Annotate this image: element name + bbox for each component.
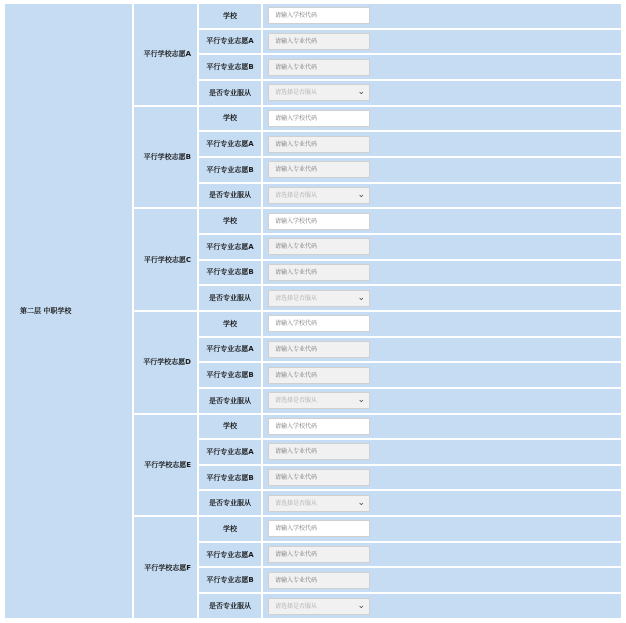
adjust-label: 是否专业服从 (199, 184, 261, 208)
school-input-c[interactable] (268, 213, 370, 230)
major-b-input-c[interactable] (268, 264, 370, 281)
school-input-a[interactable] (268, 7, 370, 24)
chevron-down-icon[interactable]: ⌄ (357, 292, 365, 303)
adjust-label: 是否专业服从 (199, 491, 261, 515)
major-b-label: 平行专业志愿B (199, 55, 261, 79)
major-b-label: 平行专业志愿B (199, 261, 261, 285)
adjust-select-c[interactable] (268, 290, 370, 307)
group-label-d: 平行学校志愿D (134, 312, 197, 413)
field-cell (263, 363, 621, 387)
field-cell (263, 132, 621, 156)
field-cell (263, 30, 621, 54)
field-cell (263, 466, 621, 490)
major-b-input-a[interactable] (268, 59, 370, 76)
school-label: 学校 (199, 4, 261, 28)
major-b-input-f[interactable] (268, 572, 370, 589)
field-cell (263, 286, 621, 310)
major-b-label: 平行专业志愿B (199, 363, 261, 387)
field-cell (263, 312, 621, 336)
major-b-input-d[interactable] (268, 367, 370, 384)
major-a-label: 平行专业志愿A (199, 132, 261, 156)
adjust-select-d[interactable] (268, 392, 370, 409)
field-cell (263, 209, 621, 233)
field-cell (263, 491, 621, 515)
adjust-label: 是否专业服从 (199, 594, 261, 618)
major-b-label: 平行专业志愿B (199, 568, 261, 592)
field-cell (263, 440, 621, 464)
chevron-down-icon[interactable]: ⌄ (357, 189, 365, 200)
major-a-label: 平行专业志愿A (199, 235, 261, 259)
group-label-c: 平行学校志愿C (134, 209, 197, 310)
select-placeholder: 请选择是否服从 (275, 89, 318, 97)
adjust-label: 是否专业服从 (199, 389, 261, 413)
field-cell (263, 389, 621, 413)
select-placeholder: 请选择是否服从 (275, 602, 318, 610)
field-cell (263, 415, 621, 439)
field-cell (263, 261, 621, 285)
chevron-down-icon[interactable]: ⌄ (357, 600, 365, 611)
major-a-input-d[interactable] (268, 341, 370, 358)
school-label: 学校 (199, 209, 261, 233)
form-row (5, 4, 621, 28)
major-a-input-c[interactable] (268, 238, 370, 255)
field-cell (263, 517, 621, 541)
major-b-input-b[interactable] (268, 161, 370, 178)
select-placeholder: 请选择是否服从 (275, 191, 318, 199)
school-label: 学校 (199, 415, 261, 439)
group-label-f: 平行学校志愿F (134, 517, 197, 618)
adjust-select-e[interactable] (268, 495, 370, 512)
field-cell (263, 158, 621, 182)
field-cell (263, 235, 621, 259)
field-cell (263, 4, 621, 28)
group-label-e: 平行学校志愿E (134, 415, 197, 516)
school-input-e[interactable] (268, 418, 370, 435)
school-input-f[interactable] (268, 520, 370, 537)
chevron-down-icon[interactable]: ⌄ (357, 497, 365, 508)
major-a-label: 平行专业志愿A (199, 338, 261, 362)
adjust-select-b[interactable] (268, 187, 370, 204)
adjust-select-a[interactable] (268, 84, 370, 101)
major-a-label: 平行专业志愿A (199, 543, 261, 567)
major-a-input-a[interactable] (268, 33, 370, 50)
select-placeholder: 请选择是否服从 (275, 397, 318, 405)
group-label-b: 平行学校志愿B (134, 107, 197, 208)
adjust-select-f[interactable] (268, 598, 370, 615)
field-cell (263, 184, 621, 208)
school-label: 学校 (199, 107, 261, 131)
field-cell (263, 543, 621, 567)
school-label: 学校 (199, 517, 261, 541)
major-a-label: 平行专业志愿A (199, 30, 261, 54)
volunteer-form-table (3, 2, 623, 620)
school-input-d[interactable] (268, 315, 370, 332)
major-b-label: 平行专业志愿B (199, 158, 261, 182)
field-cell (263, 338, 621, 362)
field-cell (263, 594, 621, 618)
field-cell (263, 568, 621, 592)
major-b-label: 平行专业志愿B (199, 466, 261, 490)
select-placeholder: 请选择是否服从 (275, 294, 318, 302)
school-input-b[interactable] (268, 110, 370, 127)
major-a-label: 平行专业志愿A (199, 440, 261, 464)
chevron-down-icon[interactable]: ⌄ (357, 87, 365, 98)
select-placeholder: 请选择是否服从 (275, 499, 318, 507)
major-b-input-e[interactable] (268, 469, 370, 486)
field-cell (263, 55, 621, 79)
field-cell (263, 81, 621, 105)
group-label-a: 平行学校志愿A (134, 4, 197, 105)
adjust-label: 是否专业服从 (199, 81, 261, 105)
adjust-label: 是否专业服从 (199, 286, 261, 310)
major-a-input-f[interactable] (268, 546, 370, 563)
major-a-input-b[interactable] (268, 136, 370, 153)
tier-label: 第二层 中职学校 (5, 4, 132, 618)
field-cell (263, 107, 621, 131)
school-label: 学校 (199, 312, 261, 336)
major-a-input-e[interactable] (268, 443, 370, 460)
chevron-down-icon[interactable]: ⌄ (357, 395, 365, 406)
